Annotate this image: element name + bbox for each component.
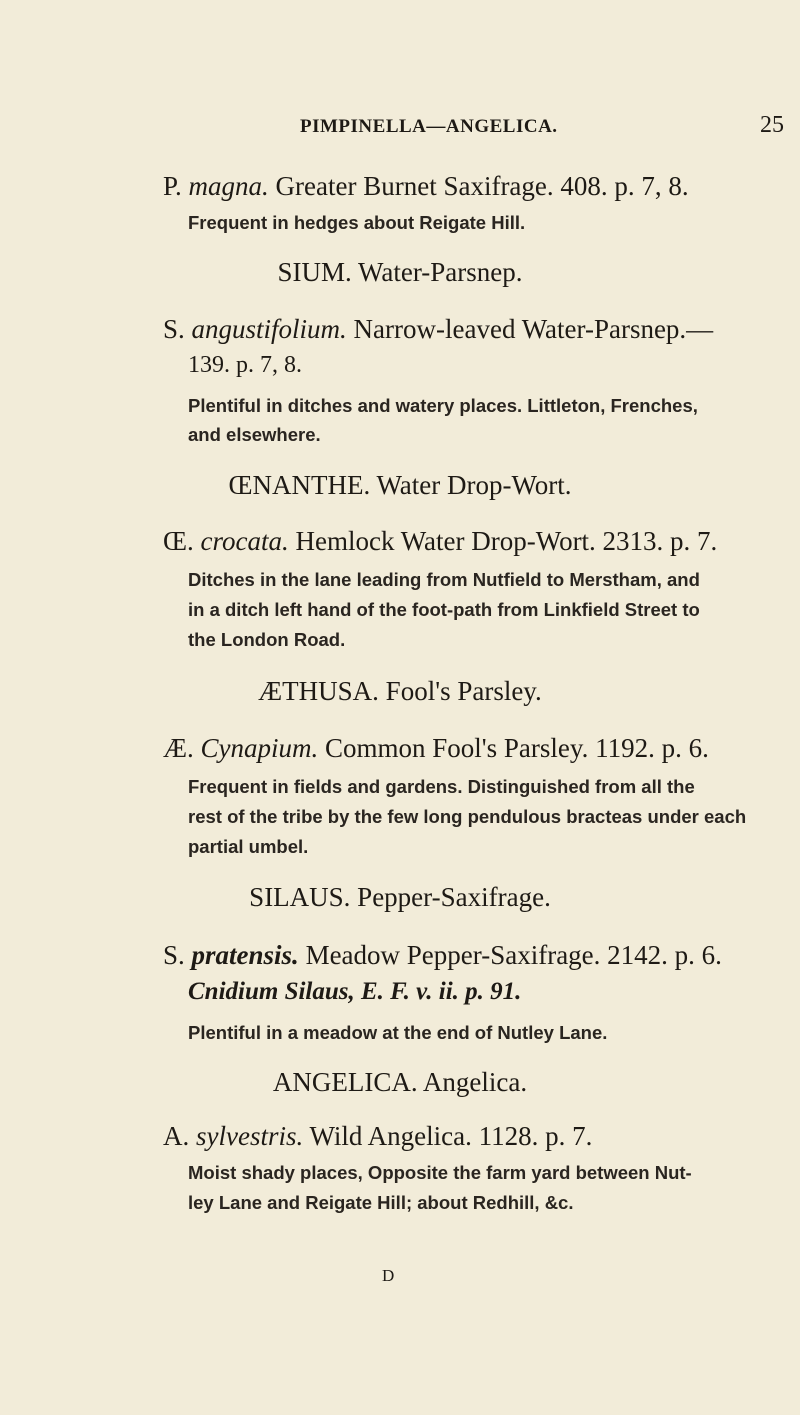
- species-epithet: angustifolium.: [191, 314, 347, 344]
- signature-mark: D: [382, 1266, 395, 1285]
- species-entry-text: Greater Burnet Saxifrage. 408. p. 7, 8.: [275, 171, 689, 201]
- species-entry: [163, 1121, 592, 1152]
- species-abbr: S.: [163, 940, 185, 970]
- habitat-note: partial umbel.: [188, 836, 309, 857]
- species-entry: [163, 940, 722, 971]
- genus-heading: ŒNANTHE. Water Drop-Wort.: [228, 470, 572, 500]
- species-entry: [163, 733, 709, 764]
- running-head: [0, 112, 800, 142]
- genus-heading: SIUM. Water-Parsnep.: [277, 257, 523, 287]
- species-abbr: A.: [163, 1121, 190, 1151]
- species-entry-text: Narrow-leaved Water-Parsnep.—: [353, 314, 714, 344]
- habitat-note: and elsewhere.: [188, 424, 321, 445]
- habitat-note: ley Lane and Reigate Hill; about Redhill, &c.: [188, 1192, 574, 1213]
- species-entry: [163, 314, 713, 345]
- synonym-line: Cnidium Silaus, E. F. v. ii. p. 91.: [188, 978, 522, 1005]
- species-entry-text: Wild Angelica. 1128. p. 7.: [309, 1121, 593, 1151]
- running-head-title: PIMPINELLA—ANGELICA.: [300, 116, 558, 137]
- page-number: 25: [760, 112, 784, 138]
- genus-heading: ÆTHUSA. Fool's Parsley.: [258, 676, 542, 706]
- habitat-note: in a ditch left hand of the foot-path from Linkfield Street to: [188, 599, 700, 620]
- habitat-note: the London Road.: [188, 629, 346, 650]
- species-abbr: Œ.: [163, 526, 194, 556]
- habitat-note: Ditches in the lane leading from Nutfield to Merstham, and: [188, 569, 700, 590]
- species-entry: [163, 526, 717, 557]
- species-abbr: Æ.: [163, 733, 194, 763]
- habitat-note: Frequent in fields and gardens. Distinguished from all the: [188, 776, 695, 797]
- habitat-note: Frequent in hedges about Reigate Hill.: [188, 212, 526, 233]
- habitat-note: Plentiful in a meadow at the end of Nutley Lane.: [188, 1022, 608, 1043]
- species-abbr: P.: [163, 171, 182, 201]
- habitat-note: rest of the tribe by the few long pendulous bracteas under each: [188, 806, 747, 827]
- species-epithet: sylvestris.: [196, 1121, 304, 1151]
- habitat-note: Plentiful in ditches and watery places. Littleton, Frenches,: [188, 395, 698, 416]
- species-epithet: Cynapium.: [200, 733, 319, 763]
- species-entry-text: Common Fool's Parsley. 1192. p. 6.: [325, 733, 709, 763]
- species-epithet: magna.: [188, 171, 269, 201]
- species-entry-text: Meadow Pepper-Saxifrage. 2142. p. 6.: [305, 940, 722, 970]
- genus-heading: ANGELICA. Angelica.: [272, 1067, 528, 1097]
- species-epithet: crocata.: [200, 526, 289, 556]
- species-entry-continuation: 139. p. 7, 8.: [188, 352, 302, 378]
- species-epithet: pratensis.: [191, 940, 299, 970]
- species-entry-text: Hemlock Water Drop-Wort. 2313. p. 7.: [295, 526, 718, 556]
- genus-heading: SILAUS. Pepper-Saxifrage.: [249, 882, 551, 912]
- species-abbr: S.: [163, 314, 185, 344]
- species-entry: [163, 171, 689, 202]
- habitat-note: Moist shady places, Opposite the farm yard between Nut-: [188, 1162, 692, 1183]
